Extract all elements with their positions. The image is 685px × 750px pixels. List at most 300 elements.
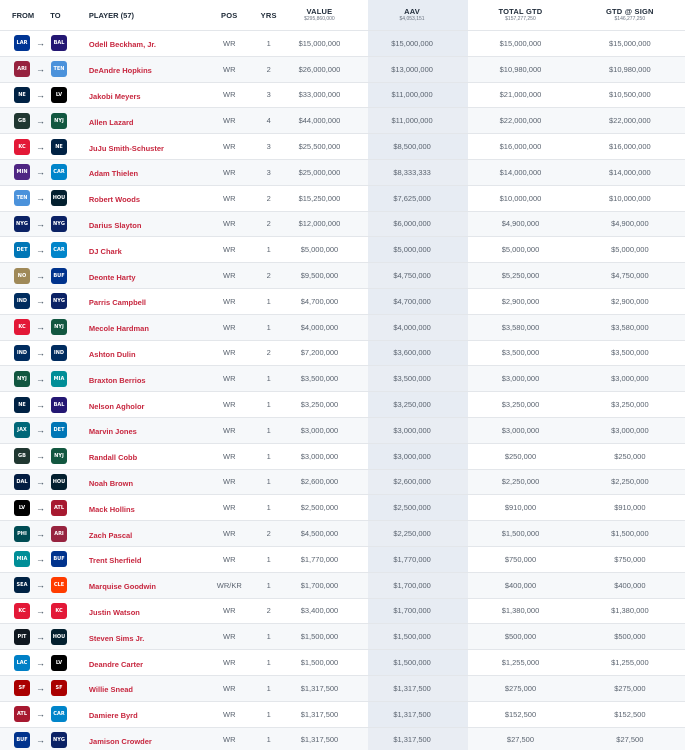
from-team-logo-icon[interactable]: SEA — [14, 577, 30, 593]
years-cell: 1 — [266, 477, 271, 487]
player-link[interactable]: Mecole Hardman — [88, 324, 149, 334]
player-link[interactable]: Damiere Byrd — [88, 711, 138, 721]
arrow-right-icon: → — [36, 709, 45, 720]
aav-cell: $8,333,333 — [393, 167, 431, 177]
gtd-sign-cell: $3,580,000 — [611, 322, 649, 332]
value-cell: $1,317,500 — [300, 735, 339, 745]
total-gtd-cell: $1,255,000 — [501, 658, 540, 668]
years-cell: 1 — [266, 425, 271, 435]
years-cell: 1 — [266, 709, 271, 719]
years-cell: 1 — [266, 735, 271, 745]
player-link[interactable]: Justin Watson — [88, 607, 140, 617]
player-link[interactable]: Steven Sims Jr. — [88, 633, 145, 643]
table-row[interactable] — [0, 443, 685, 469]
gtd-sign-cell: $10,980,000 — [608, 64, 651, 74]
table-row[interactable] — [0, 598, 685, 624]
player-link[interactable]: Robert Woods — [88, 195, 140, 205]
arrow-right-icon: → — [36, 631, 45, 642]
value-cell: $1,770,000 — [300, 554, 339, 564]
aav-cell: $3,250,000 — [393, 400, 431, 410]
value-cell: $1,500,000 — [300, 658, 339, 668]
value-cell: $4,000,000 — [300, 322, 339, 332]
from-to-header[interactable] — [0, 11, 89, 20]
to-team-logo-icon[interactable]: BUF — [51, 268, 67, 284]
position-cell: WR — [223, 322, 236, 332]
player-link[interactable]: Willie Snead — [88, 685, 134, 695]
from-team-logo-icon[interactable]: NE — [14, 397, 30, 413]
to-team-logo-icon[interactable]: NE — [51, 139, 67, 155]
aav-cell: $3,600,000 — [393, 348, 431, 358]
arrow-right-icon: → — [36, 451, 45, 462]
arrow-right-icon: → — [36, 218, 45, 229]
from-team-logo-icon[interactable]: LV — [14, 500, 30, 516]
value-cell: $1,317,500 — [300, 683, 339, 693]
value-header-total: $295,860,000 — [304, 15, 335, 22]
gtd-sign-cell: $910,000 — [614, 503, 646, 513]
value-header[interactable] — [281, 8, 358, 22]
value-header-label: VALUE — [306, 6, 333, 16]
team-move — [0, 577, 89, 593]
from-team-logo-icon[interactable]: ARI — [14, 61, 30, 77]
gtd-sign-cell: $15,000,000 — [608, 38, 651, 48]
from-team-logo-icon[interactable]: NYG — [14, 216, 30, 232]
team-move — [0, 268, 89, 284]
years-cell: 2 — [266, 348, 271, 358]
arrow-right-icon: → — [36, 38, 45, 49]
table-row[interactable] — [0, 572, 685, 598]
value-cell: $7,200,000 — [300, 348, 339, 358]
from-team-logo-icon[interactable]: GB — [14, 113, 30, 129]
player-link[interactable]: Parris Campbell — [88, 298, 146, 308]
yrs-header[interactable]: YRS — [260, 10, 277, 20]
to-team-logo-icon[interactable]: CLE — [51, 577, 67, 593]
from-team-logo-icon[interactable]: NE — [14, 87, 30, 103]
team-move — [0, 164, 89, 180]
aav-cell: $2,500,000 — [393, 503, 431, 513]
aav-cell: $3,000,000 — [393, 425, 431, 435]
team-move — [0, 629, 89, 645]
team-move — [0, 706, 89, 722]
arrow-right-icon: → — [36, 605, 45, 616]
years-cell: 1 — [266, 400, 271, 410]
table-row[interactable] — [0, 649, 685, 675]
team-move — [0, 345, 89, 361]
position-cell: WR — [223, 554, 236, 564]
from-team-logo-icon[interactable]: KC — [14, 603, 30, 619]
arrow-right-icon: → — [36, 528, 45, 539]
position-cell: WR — [223, 116, 236, 126]
to-team-logo-icon[interactable]: CAR — [51, 706, 67, 722]
table-row[interactable] — [0, 133, 685, 159]
total-gtd-cell: $15,000,000 — [499, 38, 542, 48]
to-team-logo-icon[interactable]: BAL — [51, 35, 67, 51]
aav-cell: $1,317,500 — [393, 683, 431, 693]
aav-cell: $8,500,000 — [393, 142, 431, 152]
aav-header[interactable] — [358, 8, 466, 22]
aav-cell: $13,000,000 — [391, 64, 433, 74]
value-cell: $25,000,000 — [298, 167, 341, 177]
years-cell: 1 — [266, 322, 271, 332]
years-cell: 2 — [266, 193, 271, 203]
total-gtd-cell: $3,500,000 — [501, 348, 540, 358]
arrow-right-icon: → — [36, 193, 45, 204]
table-row[interactable] — [0, 236, 685, 262]
to-team-logo-icon[interactable]: DET — [51, 422, 67, 438]
from-team-logo-icon[interactable]: PIT — [14, 629, 30, 645]
to-team-logo-icon[interactable]: LV — [51, 87, 67, 103]
player-link[interactable]: Nelson Agholor — [88, 401, 145, 411]
team-move — [0, 680, 89, 696]
to-team-logo-icon[interactable]: HOU — [51, 474, 67, 490]
arrow-right-icon: → — [36, 425, 45, 436]
player-link[interactable]: Deandre Carter — [88, 659, 144, 669]
pos-header[interactable]: POS — [221, 10, 238, 20]
gtd-sign-cell: $3,000,000 — [611, 374, 649, 384]
arrow-right-icon: → — [36, 373, 45, 384]
from-team-logo-icon[interactable]: NYJ — [14, 371, 30, 387]
total-gtd-cell: $3,000,000 — [501, 425, 540, 435]
position-cell: WR — [223, 38, 236, 48]
aav-cell: $2,600,000 — [393, 477, 431, 487]
aav-cell: $15,000,000 — [391, 38, 433, 48]
aav-cell: $11,000,000 — [391, 90, 433, 100]
total-gtd-header-label: TOTAL GTD — [498, 6, 543, 16]
to-team-logo-icon[interactable]: MIA — [51, 371, 67, 387]
gtd-sign-cell: $750,000 — [614, 554, 646, 564]
arrow-right-icon: → — [36, 347, 45, 358]
total-gtd-cell: $14,000,000 — [499, 167, 542, 177]
table-row[interactable] — [0, 365, 685, 391]
player-header[interactable]: PLAYER (57) — [88, 10, 135, 20]
team-move — [0, 242, 89, 258]
player-link[interactable]: Trent Sherfield — [88, 556, 142, 566]
value-cell: $44,000,000 — [298, 116, 341, 126]
gtd-sign-cell: $5,000,000 — [611, 245, 649, 255]
position-cell: WR — [223, 425, 236, 435]
from-team-logo-icon[interactable]: IND — [14, 293, 30, 309]
arrow-right-icon: → — [36, 683, 45, 694]
table-row[interactable] — [0, 30, 685, 56]
to-team-logo-icon[interactable]: SF — [51, 680, 67, 696]
from-team-logo-icon[interactable]: TEN — [14, 190, 30, 206]
team-move — [0, 655, 89, 671]
to-team-logo-icon[interactable]: ARI — [51, 526, 67, 542]
value-cell: $15,250,000 — [298, 193, 341, 203]
total-gtd-header[interactable] — [466, 8, 574, 22]
gtd-sign-header-total: $146,277,250 — [614, 15, 646, 22]
player-link[interactable]: Mack Hollins — [88, 504, 135, 514]
arrow-right-icon: → — [36, 270, 45, 281]
arrow-right-icon: → — [36, 554, 45, 565]
total-gtd-cell: $250,000 — [504, 451, 537, 461]
table-row[interactable] — [0, 391, 685, 417]
table-row[interactable] — [0, 546, 685, 572]
from-team-logo-icon[interactable]: GB — [14, 448, 30, 464]
team-move — [0, 500, 89, 516]
arrow-right-icon: → — [36, 322, 45, 333]
total-gtd-cell: $152,500 — [504, 709, 537, 719]
gtd-sign-cell: $275,000 — [614, 683, 646, 693]
value-cell: $33,000,000 — [298, 90, 341, 100]
from-team-logo-icon[interactable]: LAR — [14, 35, 30, 51]
value-cell: $3,000,000 — [300, 451, 339, 461]
years-cell: 1 — [266, 374, 271, 384]
player-link[interactable]: Allen Lazard — [88, 117, 134, 127]
from-team-logo-icon[interactable]: IND — [14, 345, 30, 361]
aav-cell: $3,500,000 — [393, 374, 431, 384]
from-team-logo-icon[interactable]: KC — [14, 319, 30, 335]
total-gtd-cell: $5,250,000 — [501, 271, 540, 281]
total-gtd-cell: $400,000 — [504, 580, 537, 590]
player-link[interactable]: Darius Slayton — [88, 220, 142, 230]
table-row[interactable] — [0, 494, 685, 520]
years-cell: 3 — [266, 90, 271, 100]
to-team-logo-icon[interactable]: CAR — [51, 164, 67, 180]
gtd-sign-cell: $10,000,000 — [608, 193, 651, 203]
table-row[interactable] — [0, 107, 685, 133]
aav-cell: $4,700,000 — [393, 296, 431, 306]
value-cell: $2,500,000 — [300, 503, 339, 513]
from-team-logo-icon[interactable]: MIA — [14, 551, 30, 567]
aav-header-total: $4,053,151 — [399, 15, 425, 22]
to-team-logo-icon[interactable]: NYJ — [51, 319, 67, 335]
table-row[interactable] — [0, 340, 685, 366]
team-move — [0, 61, 89, 77]
table-row[interactable] — [0, 262, 685, 288]
team-move — [0, 551, 89, 567]
table-row[interactable] — [0, 701, 685, 727]
total-gtd-cell: $2,250,000 — [501, 477, 540, 487]
total-gtd-cell: $2,900,000 — [501, 296, 540, 306]
arrow-right-icon: → — [36, 399, 45, 410]
to-team-logo-icon[interactable]: NYG — [51, 293, 67, 309]
position-cell: WR — [223, 529, 236, 539]
value-cell: $5,000,000 — [300, 245, 339, 255]
gtd-sign-cell: $27,500 — [616, 735, 644, 745]
position-cell: WR — [223, 64, 236, 74]
value-cell: $9,500,000 — [300, 271, 339, 281]
team-move — [0, 293, 89, 309]
to-team-logo-icon[interactable]: BAL — [51, 397, 67, 413]
team-move — [0, 87, 89, 103]
team-move — [0, 216, 89, 232]
team-move — [0, 603, 89, 619]
to-team-logo-icon[interactable]: HOU — [51, 629, 67, 645]
value-cell: $15,000,000 — [298, 38, 341, 48]
player-link[interactable]: DeAndre Hopkins — [88, 66, 152, 76]
table-body — [0, 30, 685, 750]
table-row[interactable] — [0, 159, 685, 185]
arrow-right-icon: → — [36, 502, 45, 513]
years-cell: 3 — [266, 142, 271, 152]
aav-cell: $11,000,000 — [391, 116, 433, 126]
years-cell: 1 — [266, 296, 271, 306]
aav-cell: $1,500,000 — [393, 658, 431, 668]
aav-cell: $1,700,000 — [393, 606, 431, 616]
team-move — [0, 474, 89, 490]
value-cell: $1,700,000 — [300, 580, 339, 590]
table-row[interactable] — [0, 675, 685, 701]
to-team-logo-icon[interactable]: NYJ — [51, 448, 67, 464]
arrow-right-icon: → — [36, 476, 45, 487]
player-link[interactable]: Braxton Berrios — [88, 375, 146, 385]
table-row[interactable] — [0, 727, 685, 750]
player-link[interactable]: JuJu Smith-Schuster — [88, 143, 164, 153]
to-team-logo-icon[interactable]: NYG — [51, 732, 67, 748]
table-row[interactable] — [0, 288, 685, 314]
team-move — [0, 190, 89, 206]
position-cell: WR — [223, 374, 236, 384]
from-team-logo-icon[interactable]: KC — [14, 139, 30, 155]
to-team-logo-icon[interactable]: CAR — [51, 242, 67, 258]
aav-cell: $3,000,000 — [393, 451, 431, 461]
position-cell: WR/KR — [216, 580, 242, 590]
from-team-logo-icon[interactable]: SF — [14, 680, 30, 696]
total-gtd-cell: $910,000 — [504, 503, 537, 513]
to-team-logo-icon[interactable]: BUF — [51, 551, 67, 567]
arrow-right-icon: → — [36, 89, 45, 100]
to-team-logo-icon[interactable]: NYJ — [51, 113, 67, 129]
to-team-logo-icon[interactable]: LV — [51, 655, 67, 671]
value-cell: $3,400,000 — [300, 606, 339, 616]
to-team-logo-icon[interactable]: NYG — [51, 216, 67, 232]
player-link[interactable]: Zach Pascal — [88, 530, 133, 540]
position-cell: WR — [223, 400, 236, 410]
gtd-sign-header[interactable] — [575, 8, 685, 22]
aav-cell: $1,317,500 — [393, 735, 431, 745]
team-move — [0, 397, 89, 413]
from-team-logo-icon[interactable]: ATL — [14, 706, 30, 722]
player-link[interactable]: Deonte Harty — [88, 272, 136, 282]
from-team-logo-icon[interactable]: LAC — [14, 655, 30, 671]
position-cell: WR — [223, 503, 236, 513]
from-team-logo-icon[interactable]: NO — [14, 268, 30, 284]
arrow-right-icon: → — [36, 64, 45, 75]
player-link[interactable]: Noah Brown — [88, 478, 134, 488]
value-cell: $26,000,000 — [298, 64, 341, 74]
team-move — [0, 448, 89, 464]
player-link[interactable]: Marquise Goodwin — [88, 582, 156, 592]
table-row[interactable] — [0, 211, 685, 237]
total-gtd-cell: $275,000 — [504, 683, 537, 693]
total-gtd-cell: $10,980,000 — [499, 64, 542, 74]
gtd-sign-cell: $4,900,000 — [611, 219, 649, 229]
total-gtd-cell: $27,500 — [506, 735, 535, 745]
to-team-logo-icon[interactable]: KC — [51, 603, 67, 619]
years-cell: 1 — [266, 245, 271, 255]
years-cell: 1 — [266, 503, 271, 513]
arrow-right-icon: → — [36, 115, 45, 126]
player-link[interactable]: Ashton Dulin — [88, 349, 136, 359]
to-team-logo-icon[interactable]: ATL — [51, 500, 67, 516]
from-team-logo-icon[interactable]: MIN — [14, 164, 30, 180]
table-row[interactable] — [0, 56, 685, 82]
years-cell: 2 — [266, 606, 271, 616]
to-team-logo-icon[interactable]: IND — [51, 345, 67, 361]
years-cell: 1 — [266, 451, 271, 461]
total-gtd-cell: $1,380,000 — [501, 606, 540, 616]
aav-cell: $1,317,500 — [393, 709, 431, 719]
position-cell: WR — [223, 219, 236, 229]
value-cell: $25,500,000 — [298, 142, 341, 152]
total-gtd-cell: $16,000,000 — [499, 142, 542, 152]
total-gtd-cell: $1,500,000 — [501, 529, 540, 539]
from-team-logo-icon[interactable]: PHI — [14, 526, 30, 542]
table-row[interactable] — [0, 417, 685, 443]
aav-cell: $4,750,000 — [393, 271, 431, 281]
years-cell: 1 — [266, 38, 271, 48]
team-move — [0, 732, 89, 748]
total-gtd-cell: $5,000,000 — [501, 245, 540, 255]
from-team-logo-icon[interactable]: DET — [14, 242, 30, 258]
position-cell: WR — [223, 193, 236, 203]
position-cell: WR — [223, 451, 236, 461]
player-link[interactable]: Adam Thielen — [88, 169, 139, 179]
aav-cell: $5,000,000 — [393, 245, 431, 255]
arrow-right-icon: → — [36, 244, 45, 255]
years-cell: 1 — [266, 658, 271, 668]
gtd-sign-cell: $2,900,000 — [611, 296, 649, 306]
total-gtd-cell: $3,580,000 — [501, 322, 540, 332]
table-header — [0, 0, 685, 30]
player-link[interactable]: DJ Chark — [88, 246, 122, 256]
table-row[interactable] — [0, 520, 685, 546]
to-team-logo-icon[interactable]: TEN — [51, 61, 67, 77]
years-cell: 4 — [266, 116, 271, 126]
position-cell: WR — [223, 245, 236, 255]
from-team-logo-icon[interactable]: DAL — [14, 474, 30, 490]
position-cell: WR — [223, 477, 236, 487]
player-link[interactable]: Odell Beckham, Jr. — [88, 40, 157, 50]
total-gtd-cell: $21,000,000 — [499, 90, 542, 100]
to-team-logo-icon[interactable]: HOU — [51, 190, 67, 206]
value-cell: $3,000,000 — [300, 425, 339, 435]
from-team-logo-icon[interactable]: JAX — [14, 422, 30, 438]
total-gtd-cell: $500,000 — [504, 632, 537, 642]
aav-cell: $2,250,000 — [393, 529, 431, 539]
table-row[interactable] — [0, 623, 685, 649]
position-cell: WR — [223, 142, 236, 152]
gtd-sign-cell: $4,750,000 — [611, 271, 649, 281]
position-cell: WR — [223, 348, 236, 358]
years-cell: 2 — [266, 219, 271, 229]
gtd-sign-cell: $500,000 — [614, 632, 646, 642]
player-link[interactable]: Jamison Crowder — [88, 736, 152, 746]
value-cell: $2,600,000 — [300, 477, 339, 487]
from-header: FROM — [12, 10, 35, 20]
player-link[interactable]: Marvin Jones — [88, 427, 137, 437]
years-cell: 1 — [266, 580, 271, 590]
gtd-sign-cell: $250,000 — [614, 451, 646, 461]
position-cell: WR — [223, 632, 236, 642]
table-row[interactable] — [0, 185, 685, 211]
table-row[interactable] — [0, 469, 685, 495]
player-link[interactable]: Randall Cobb — [88, 453, 138, 463]
value-cell: $12,000,000 — [298, 219, 341, 229]
arrow-right-icon: → — [36, 580, 45, 591]
player-link[interactable]: Jakobi Meyers — [88, 91, 141, 101]
position-cell: WR — [223, 271, 236, 281]
position-cell: WR — [223, 90, 236, 100]
from-team-logo-icon[interactable]: BUF — [14, 732, 30, 748]
table-row[interactable] — [0, 82, 685, 108]
gtd-sign-cell: $16,000,000 — [608, 142, 651, 152]
value-cell: $3,250,000 — [300, 400, 339, 410]
arrow-right-icon: → — [36, 141, 45, 152]
total-gtd-cell: $22,000,000 — [499, 116, 542, 126]
gtd-sign-cell: $10,500,000 — [608, 90, 651, 100]
table-row[interactable] — [0, 314, 685, 340]
